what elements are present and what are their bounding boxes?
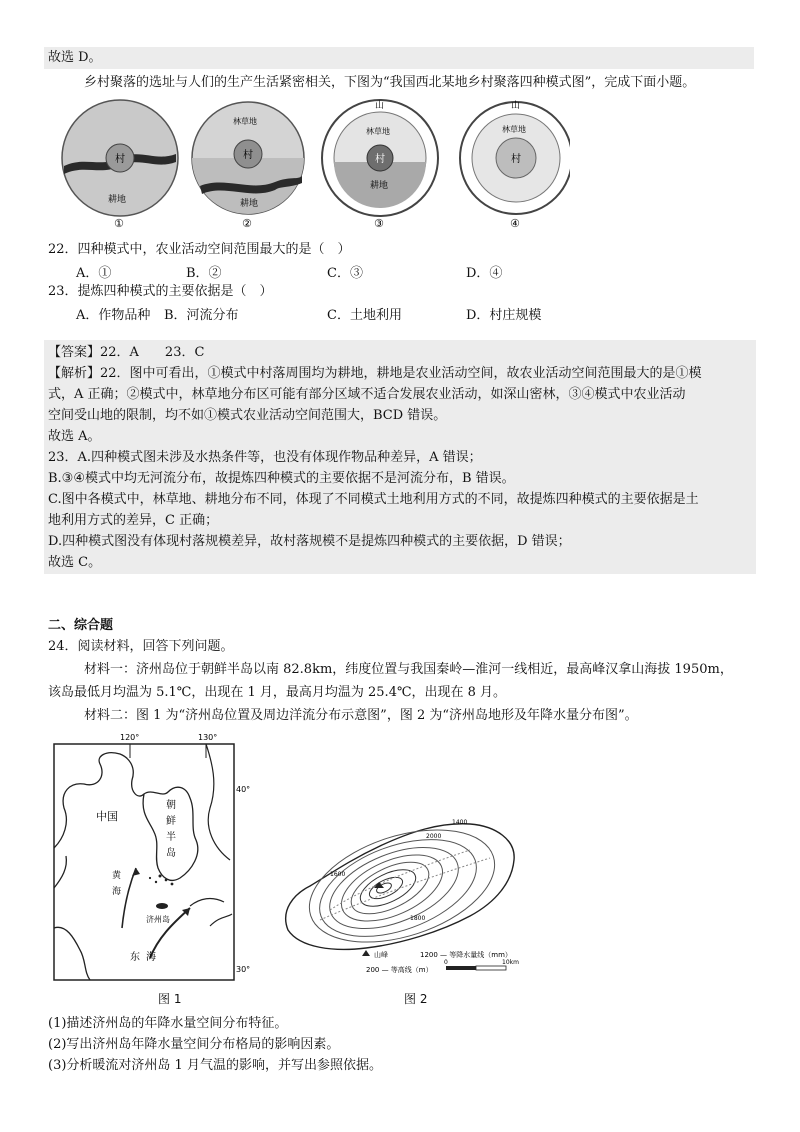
figure-2-caption: 图 2 xyxy=(404,992,428,1006)
legend-rainfall-line: 1200 — 等降水量线（mm） xyxy=(420,951,512,959)
pattern-2-diagram xyxy=(192,102,304,230)
q22-option-a[interactable]: A．① xyxy=(76,266,112,281)
lat-40-label: 40° xyxy=(236,785,250,794)
answer-line: 【答案】22．A 23．C xyxy=(48,345,205,360)
scale-10km: 10km xyxy=(502,959,519,966)
subquestion-2: (2)写出济州岛年降水量空间分布格局的影响因素。 xyxy=(48,1037,340,1052)
q23-option-d[interactable]: D．村庄规模 xyxy=(466,308,542,323)
subquestion-3: (3)分析暖流对济州岛 1 月气温的影响，并写出参照依据。 xyxy=(48,1058,382,1073)
pattern-4-diagram xyxy=(460,99,570,230)
map1-yellow-sea-1: 黄 xyxy=(112,871,122,881)
legend-peak: 山峰 xyxy=(374,951,388,959)
analysis-line: C.图中各模式中，林草地、耕地分布不同，体现了不同模式土地利用方式的不同，故提炼四种模式的主要依据是土 xyxy=(48,492,699,507)
d2-farmland: 耕地 xyxy=(240,199,259,209)
d3-farmland: 耕地 xyxy=(370,181,389,191)
lon-120-label: 120° xyxy=(120,733,140,742)
d2-number: ② xyxy=(242,217,252,230)
map1-jeju: 济州岛 xyxy=(146,915,170,924)
map2-contour-2000: 2000 xyxy=(426,833,442,840)
subquestion-1: (1)描述济州岛的年降水量空间分布特征。 xyxy=(48,1016,288,1031)
analysis-line: 地利用方式的差异，C 正确； xyxy=(48,513,219,528)
d1-village: 村 xyxy=(115,154,125,165)
map1-korea-1: 朝 xyxy=(166,800,176,811)
q23-option-c[interactable]: C．土地利用 xyxy=(327,308,402,323)
analysis-line: 故选 C。 xyxy=(48,555,102,570)
legend-contour-line: 200 — 等高线（m） xyxy=(366,966,433,974)
q24-stem: 24．阅读材料，回答下列问题。 xyxy=(48,639,234,654)
map-1-jeju-location xyxy=(40,728,250,990)
answer-shade-top xyxy=(44,47,754,69)
analysis-line: 空间受山地的限制，均不如①模式农业活动空间范围大，BCD 错误。 xyxy=(48,408,447,423)
q23-option-b[interactable]: B．河流分布 xyxy=(164,308,239,323)
map1-korea-4: 岛 xyxy=(166,848,176,859)
material-2: 材料二：图 1 为“济州岛位置及周边洋流分布示意图”，图 2 为“济州岛地形及年降水量分布图”。 xyxy=(84,708,638,723)
d1-farmland: 耕地 xyxy=(108,195,127,205)
d3-forest: 林草地 xyxy=(366,127,390,136)
q22-option-c[interactable]: C．③ xyxy=(327,266,363,281)
q22-option-d[interactable]: D．④ xyxy=(466,266,503,281)
map-2-jeju-terrain-rainfall xyxy=(270,810,530,982)
d4-number: ④ xyxy=(510,217,520,230)
lon-130-label: 130° xyxy=(198,733,218,742)
map1-china: 中国 xyxy=(96,810,118,823)
d4-forest: 林草地 xyxy=(502,125,526,134)
d3-village: 村 xyxy=(375,154,385,165)
analysis-line: D.四种模式图没有体现村落规模差异，故村落规模不是提炼四种模式的主要依据，D 错误； xyxy=(48,534,571,549)
map1-east-sea-2: 海 xyxy=(146,952,156,963)
analysis-line: 式，A 正确；②模式中，林草地分布区可能有部分区域不适合发展农业活动，如深山密林，③④模式中农业活动 xyxy=(48,387,686,402)
material-1-line1: 材料一：济州岛位于朝鲜半岛以南 82.8km，纬度位置与我国秦岭—淮河一线相近，最高峰汉拿山海拔 1950m， xyxy=(84,662,733,677)
d4-mountain: 山 xyxy=(511,101,521,111)
d3-number: ③ xyxy=(374,217,384,230)
map2-contour-1600: 1600 xyxy=(330,871,346,878)
analysis-line: 23．A.四种模式图未涉及水热条件等，也没有体现作物品种差异，A 错误； xyxy=(48,450,482,465)
section-heading: 二、综合题 xyxy=(48,618,114,633)
q22-stem: 22．四种模式中，农业活动空间范围最大的是（ ） xyxy=(48,242,351,257)
analysis-line: 故选 A。 xyxy=(48,429,101,444)
settlement-patterns-figure xyxy=(50,96,570,234)
material-1-line2: 该岛最低月均温为 5.1℃，出现在 1 月，最高月均温为 25.4℃，出现在 8 月。 xyxy=(48,685,507,700)
map1-east-sea-1: 东 xyxy=(130,952,140,963)
analysis-line: 【解析】22．图中可看出，①模式中村落周围均为耕地，耕地是农业活动空间，故农业活动空间范围最大的是①模 xyxy=(48,366,702,381)
map1-korea-3: 半 xyxy=(166,832,176,843)
d2-village: 村 xyxy=(243,150,253,161)
map2-contour-1400: 1400 xyxy=(452,819,468,826)
figure-1-caption: 图 1 xyxy=(158,992,182,1006)
q22-option-b[interactable]: B．② xyxy=(186,266,222,281)
d2-forest: 林草地 xyxy=(233,117,257,126)
map1-yellow-sea-2: 海 xyxy=(112,887,122,897)
q23-stem: 23．提炼四种模式的主要依据是（ ） xyxy=(48,284,273,299)
pattern-3-diagram xyxy=(322,99,438,230)
scale-zero: 0 xyxy=(444,959,448,966)
previous-answer-tail: 故选 D。 xyxy=(48,50,102,65)
d1-number: ① xyxy=(114,217,124,230)
lat-30-label: 30° xyxy=(236,965,250,974)
q23-option-a[interactable]: A．作物品种 xyxy=(76,308,151,323)
analysis-line: B.③④模式中均无河流分布，故提炼四种模式的主要依据不是河流分布，B 错误。 xyxy=(48,471,515,486)
d4-village: 村 xyxy=(511,154,521,165)
map1-korea-2: 鲜 xyxy=(166,816,176,827)
pattern-1-diagram xyxy=(62,100,178,230)
d3-mountain: 山 xyxy=(375,101,385,111)
map2-contour-1800: 1800 xyxy=(410,915,426,922)
intro-paragraph: 乡村聚落的选址与人们的生产生活紧密相关，下图为“我国西北某地乡村聚落四种模式图”，完成下面小题。 xyxy=(84,75,696,90)
